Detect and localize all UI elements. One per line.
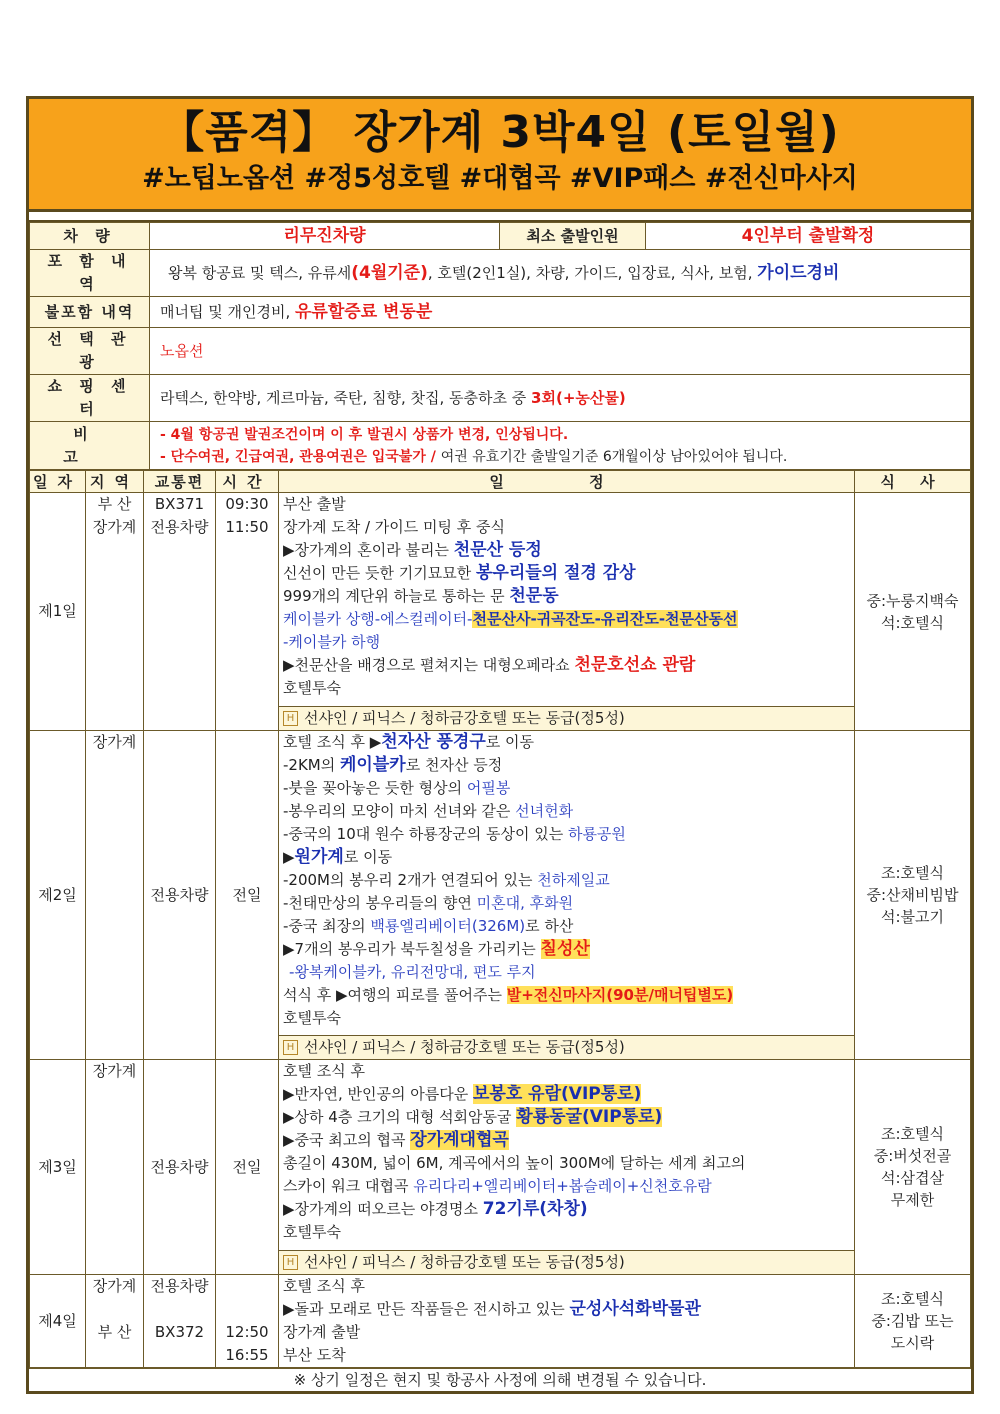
meal: 도시락	[890, 1334, 935, 1352]
hotel-text: 선샤인 / 피닉스 / 청하금강호텔 또는 동급(정5성)	[304, 709, 625, 727]
day-2-row	[30, 731, 971, 1036]
itinerary-line: ▶장가계의 혼이라 불리는 천문산 등정	[283, 540, 542, 560]
itinerary-line: 호텔 조식 후	[283, 1062, 365, 1080]
excluded-label: 불포함 내역	[30, 297, 150, 328]
itinerary-line: 석식 후 ▶여행의 피로를 풀어주는 발+전신마사지(90분/매너팁별도)	[283, 986, 734, 1004]
schedule-table	[29, 470, 971, 1368]
included-basis: (4월기준)	[351, 262, 428, 283]
meal: 중:김밥 또는	[871, 1312, 954, 1330]
itinerary-day-4	[279, 1275, 855, 1368]
region: 장가계	[92, 1277, 137, 1295]
day-3-row	[30, 1060, 971, 1251]
min-pax-label: 최소 출발인원	[500, 223, 646, 250]
itinerary-line: ▶원가계로 이동	[283, 847, 393, 867]
itinerary-sheet	[26, 96, 974, 1394]
meal: 석:호텔식	[880, 613, 944, 632]
shopping-count: 3회(+농산물)	[531, 388, 626, 407]
itinerary-line: -200M의 봉우리 2개가 연결되어 있는 천하제일교	[283, 871, 610, 889]
col-transport: 교통편	[144, 471, 216, 493]
itinerary-line: 부산 출발	[283, 495, 346, 513]
remark-1: - 4월 항공권 발권조건이며 이 후 발권시 상품가 변경, 인상됩니다.	[160, 426, 569, 443]
col-day: 일자	[30, 471, 86, 493]
shopping-row	[30, 375, 971, 422]
transport: BX372	[154, 1323, 205, 1341]
itinerary-line: -중국의 10대 원수 하룡장군의 동상이 있는 하룡공원	[283, 825, 626, 843]
meal: 조:호텔식	[880, 864, 944, 882]
optional-value: 노옵션	[160, 341, 204, 360]
meal: 석:삼겹살	[880, 1169, 944, 1187]
day-label: 제1일	[30, 493, 86, 731]
itinerary-line: 호텔투숙	[283, 1009, 341, 1027]
region: 장가계	[92, 518, 137, 536]
footnote: ※ 상기 일정은 현지 및 항공사 사정에 의해 변경될 수 있습니다.	[29, 1368, 971, 1391]
title-banner	[29, 99, 971, 212]
remarks-label: 비 고	[30, 422, 150, 470]
itinerary-line: 부산 도착	[283, 1346, 346, 1364]
remark-2: - 단수여권, 긴급여권, 관용여권은 입국불가 /	[160, 448, 441, 465]
itinerary-line: ▶반자연, 반인공의 아름다운 보봉호 유람(VIP통로)	[283, 1084, 642, 1104]
included-label: 포 함 내 역	[30, 250, 150, 297]
region: 부 산	[97, 1323, 132, 1341]
itinerary-day-2	[279, 731, 855, 1036]
remark-2-passport: 여권 유효기간 출발일기준 6개월이상 남아있어야 됩니다.	[440, 448, 788, 465]
vehicle-label: 차 량	[30, 223, 150, 250]
meal: 무제한	[890, 1191, 935, 1209]
time: 전일	[216, 731, 279, 1060]
transport: BX371	[154, 495, 205, 513]
region: 장가계	[92, 1062, 137, 1080]
col-itinerary: 일 정	[279, 471, 855, 493]
transport: 전용차량	[144, 1060, 216, 1275]
itinerary-line: 케이블카 상행-에스컬레이터-천문산사-귀곡잔도-유리잔도-천문산동선	[283, 610, 738, 628]
time: 11:50	[225, 518, 269, 536]
day-4-row	[30, 1275, 971, 1368]
itinerary-line: ▶장가계의 떠오르는 야경명소 72기루(차창)	[283, 1199, 588, 1219]
itinerary-line: 호텔 조식 후 ▶천자산 풍경구로 이동	[283, 732, 534, 752]
itinerary-line: 999개의 계단위 하늘로 통하는 문 천문동	[283, 586, 559, 606]
col-time: 시간	[216, 471, 279, 493]
hotel-text: 선샤인 / 피닉스 / 청하금강호텔 또는 동급(정5성)	[304, 1038, 625, 1056]
itinerary-line: ▶중국 최고의 협곡 장가계대협곡	[283, 1130, 509, 1150]
region: 장가계	[92, 733, 137, 751]
vehicle-row	[30, 223, 971, 250]
itinerary-line: 총길이 430M, 넓이 6M, 계곡에서의 높이 300M에 달하는 세계 최고의	[283, 1154, 746, 1172]
itinerary-line: -천태만상의 봉우리들의 향연 미혼대, 후화원	[283, 894, 574, 912]
itinerary-line: 장가계 출발	[283, 1323, 361, 1341]
day-label: 제4일	[30, 1275, 86, 1368]
itinerary-line: 호텔 조식 후	[283, 1277, 365, 1295]
col-meal: 식 사	[855, 471, 971, 493]
itinerary-day-3	[279, 1060, 855, 1251]
min-pax-value: 4인부터 출발확정	[741, 225, 875, 246]
excluded-text: 매너팁 및 개인경비,	[160, 302, 295, 321]
day-label: 제3일	[30, 1060, 86, 1275]
itinerary-line: 장가계 도착 / 가이드 미팅 후 중식	[283, 518, 506, 536]
itinerary-line: 신선이 만든 듯한 기기묘묘한 봉우리들의 절경 감상	[283, 563, 636, 583]
meal: 중:버섯전골	[873, 1147, 952, 1165]
meal: 석:불고기	[880, 908, 944, 926]
transport: 전용차량	[150, 518, 209, 536]
time: 전일	[216, 1060, 279, 1275]
fuel-surcharge: 유류할증료 변동분	[295, 301, 433, 322]
itinerary-line: ▶돌과 모래로 만든 작품들은 전시하고 있는 군성사석화박물관	[283, 1299, 701, 1319]
itinerary-line: 호텔투숙	[283, 679, 341, 697]
itinerary-line: -2KM의 케이블카로 천자산 등정	[283, 755, 503, 775]
col-region: 지역	[86, 471, 144, 493]
region: 부 산	[97, 495, 132, 513]
meal: 중:누룽지백숙	[866, 591, 959, 610]
itinerary-line: ▶천문산을 배경으로 펼쳐지는 대형오페라쇼 천문호선쇼 관람	[283, 655, 696, 675]
hotel-icon: H	[283, 1040, 298, 1055]
itinerary-line: -붓을 꽂아놓은 듯한 형상의 어필봉	[283, 779, 511, 797]
itinerary-line: -왕복케이블카, 유리전망대, 편도 루지	[289, 963, 536, 981]
info-table	[29, 222, 971, 470]
hotel-icon: H	[283, 1255, 298, 1270]
shopping-text: 라텍스, 한약방, 게르마늄, 죽탄, 침향, 찻집, 동충하초 중	[160, 388, 532, 407]
schedule-header	[30, 471, 971, 493]
itinerary-line: -케이블카 하행	[283, 633, 381, 651]
day-label: 제2일	[30, 731, 86, 1060]
itinerary-line: ▶7개의 봉우리가 북두칠성을 가리키는 칠성산	[283, 939, 590, 959]
meal: 조:호텔식	[880, 1125, 944, 1143]
itinerary-line: -중국 최장의 백룡엘리베이터(326M)로 하산	[283, 917, 574, 935]
meal: 조:호텔식	[880, 1290, 944, 1308]
time: 09:30	[225, 495, 269, 513]
optional-label: 선 택 관 광	[30, 328, 150, 375]
guide-fee: 가이드경비	[757, 262, 840, 283]
vehicle-value: 리무진차량	[283, 225, 366, 246]
hotel-icon: H	[283, 711, 298, 726]
shopping-label: 쇼 핑 센 터	[30, 375, 150, 422]
page-title: 【품격】 장가계 3박4일 (토일월)	[160, 107, 840, 158]
hotel-text: 선샤인 / 피닉스 / 청하금강호텔 또는 동급(정5성)	[304, 1253, 625, 1271]
time: 16:55	[225, 1346, 269, 1364]
meal: 중:산채비빔밥	[866, 886, 959, 904]
remarks-row	[30, 422, 971, 470]
itinerary-line: -봉우리의 모양이 마치 선녀와 같은 선녀헌화	[283, 802, 574, 820]
itinerary-day-1	[279, 493, 855, 707]
excluded-row	[30, 297, 971, 328]
itinerary-line: 스카이 워크 대협곡 유리다리+엘리베이터+봅슬레이+신천호유람	[283, 1177, 712, 1195]
itinerary-line: ▶상하 4층 크기의 대형 석회암동굴 황룡동굴(VIP통로)	[283, 1107, 663, 1127]
included-text-2: , 호텔(2인1실), 차량, 가이드, 입장료, 식사, 보험,	[427, 263, 758, 282]
transport: 전용차량	[150, 1277, 209, 1295]
day-1-row	[30, 493, 971, 707]
time: 12:50	[225, 1323, 269, 1341]
divider	[29, 212, 971, 222]
optional-row	[30, 328, 971, 375]
included-text: 왕복 항공료 및 텍스, 유류세	[168, 263, 352, 282]
hashtag-line: #노팁노옵션 #정5성호텔 #대협곡 #VIP패스 #전신마사지	[142, 163, 858, 194]
transport: 전용차량	[144, 731, 216, 1060]
itinerary-line: 호텔투숙	[283, 1223, 341, 1241]
included-row	[30, 250, 971, 297]
